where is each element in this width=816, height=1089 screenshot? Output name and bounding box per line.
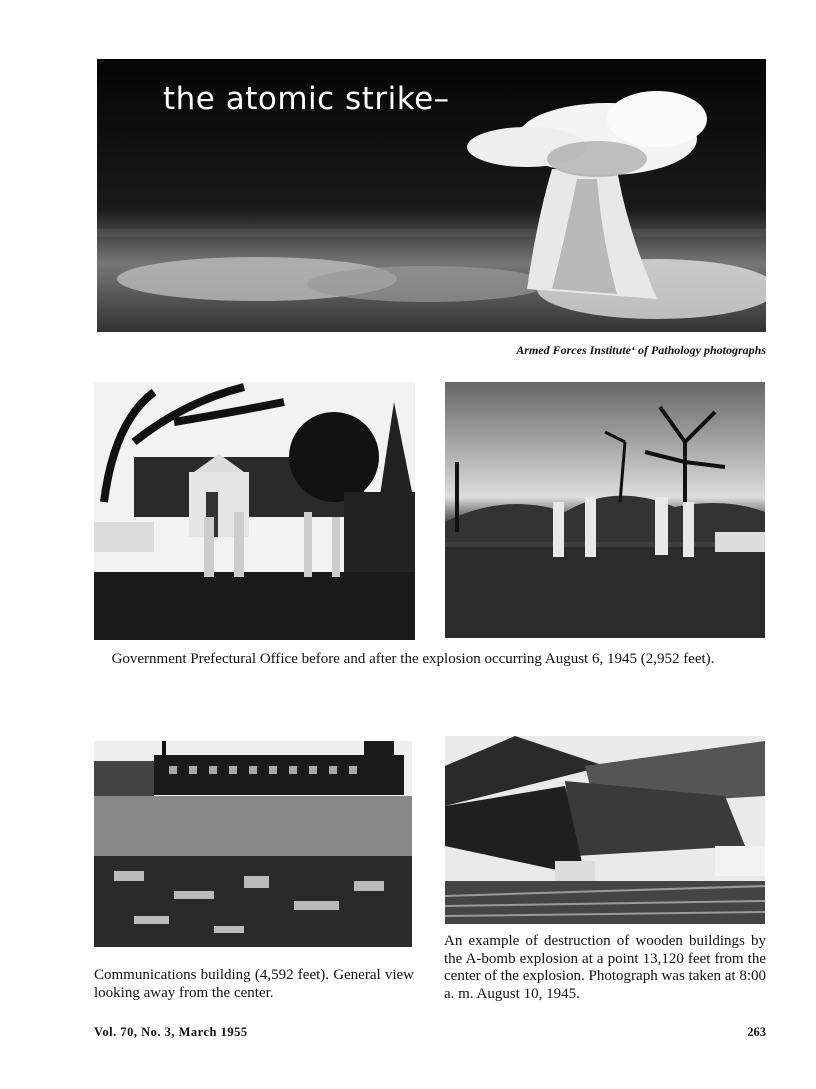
page-title: the atomic strike– <box>163 81 450 117</box>
photo-prefectural-after <box>445 382 765 638</box>
photo-prefectural-before <box>94 382 415 640</box>
photo-wooden-buildings <box>445 736 765 924</box>
communications-building-image <box>94 741 412 947</box>
page-number: 263 <box>747 1025 766 1039</box>
photo-credit: Armed Forces Instituteʻ of Pathology photographs <box>516 343 766 357</box>
hero-photo <box>97 59 766 332</box>
photo-communications-building <box>94 741 412 947</box>
wooden-buildings-image <box>445 736 765 924</box>
prefectural-after-image <box>445 382 765 638</box>
caption-communications-building: Communications building (4,592 feet). General view looking away from the center. <box>94 967 414 1001</box>
prefectural-before-image <box>94 382 415 640</box>
caption-prefectural-office: Government Prefectural Office before and after the explosion occurring August 6, 1945 (2,952 feet). <box>111 651 715 667</box>
footer-issue: Vol. 70, No. 3, March 1955 <box>94 1025 248 1039</box>
caption-wooden-buildings: An example of destruction of wooden buildings by the A-bomb explosion at a point 13,120 feet from the center of the explosion. Photograph was taken at 8:00 a. m. August 10, 1945. <box>444 933 767 1002</box>
